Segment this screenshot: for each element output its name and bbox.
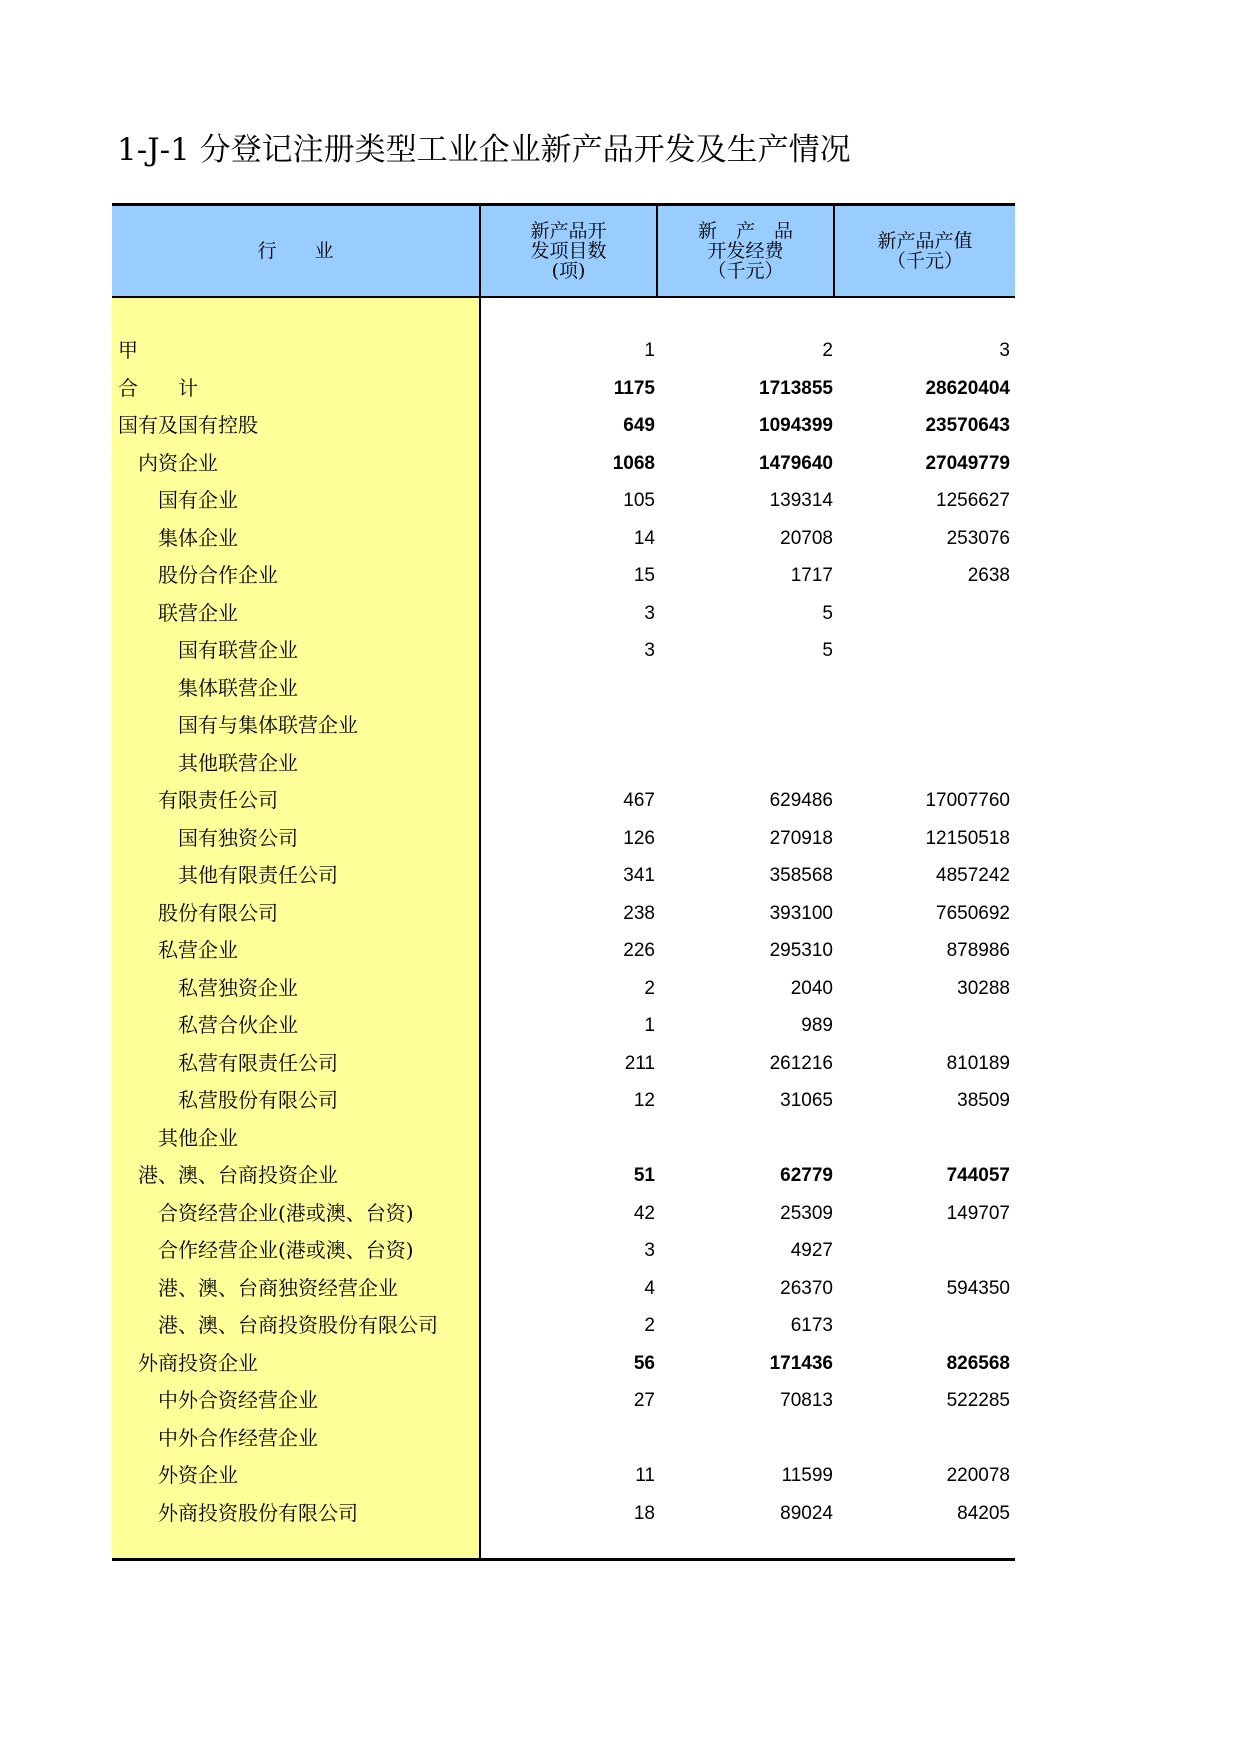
row-value-2: 261216	[769, 1052, 833, 1074]
row-value-3: 594350	[946, 1277, 1010, 1299]
row-value-3: 826568	[946, 1352, 1010, 1374]
row-value-1	[481, 745, 655, 782]
row-value-2	[658, 670, 833, 707]
row-value-3: 810189	[946, 1052, 1010, 1074]
row-value-3: 878986	[946, 940, 1010, 961]
row-label: 合 计	[118, 375, 198, 400]
column-divider-2	[833, 206, 835, 298]
row-value-2	[658, 1420, 833, 1457]
row-value-1: 211	[624, 1052, 655, 1074]
row-value-1	[481, 670, 655, 707]
row-value-1: 2	[644, 1315, 655, 1336]
table-row	[112, 1195, 1015, 1232]
row-value-3	[836, 670, 1010, 707]
table-row	[112, 1157, 1015, 1194]
row-value-1: 3	[644, 640, 655, 661]
table-row	[112, 1457, 1015, 1494]
row-label: 国有与集体联营企业	[178, 713, 358, 737]
row-value-3: 3	[999, 340, 1010, 361]
row-label: 国有及国有控股	[118, 413, 258, 437]
row-value-2: 2040	[790, 977, 833, 999]
row-value-3	[836, 745, 1010, 782]
row-value-2: 25309	[780, 1202, 833, 1224]
row-value-3: 30288	[957, 977, 1010, 999]
row-label: 私营股份有限公司	[178, 1088, 338, 1112]
row-value-2: 989	[801, 1015, 833, 1036]
table-row	[112, 857, 1015, 894]
row-value-1: 105	[623, 490, 655, 511]
row-value-1: 1	[644, 1015, 655, 1036]
header-dev-expense	[658, 206, 833, 296]
table-row	[112, 557, 1015, 594]
row-value-3	[836, 1007, 1010, 1044]
table-row	[112, 1082, 1015, 1119]
row-value-1: 12	[633, 1090, 655, 1111]
row-value-2: 295310	[769, 940, 833, 961]
row-label: 其他有限责任公司	[178, 863, 338, 887]
table-row	[112, 932, 1015, 969]
row-value-3: 220078	[946, 1465, 1010, 1486]
row-value-1: 226	[623, 940, 655, 961]
row-value-2: 11599	[781, 1465, 833, 1486]
row-label: 中外合资经营企业	[158, 1388, 318, 1412]
table-row	[112, 1007, 1015, 1044]
row-value-1: 27	[633, 1390, 655, 1411]
header-output-value	[835, 206, 1015, 296]
row-value-1: 15	[633, 565, 655, 586]
table-row	[112, 670, 1015, 707]
table-row	[112, 407, 1015, 444]
row-label: 国有联营企业	[178, 638, 298, 662]
row-label: 国有企业	[158, 488, 238, 512]
table-row	[112, 1120, 1015, 1157]
row-value-3	[836, 595, 1010, 632]
row-label: 私营独资企业	[178, 975, 298, 1000]
row-label: 其他企业	[158, 1125, 238, 1150]
table-row	[112, 520, 1015, 557]
row-value-2	[658, 1120, 833, 1157]
row-value-2: 358568	[769, 865, 833, 886]
header-dev-expense-label: 新 产 品 开发经费 （千元）	[697, 220, 793, 282]
row-value-3: 1256627	[936, 490, 1010, 511]
table-row	[112, 1382, 1015, 1419]
row-label: 集体联营企业	[178, 675, 298, 700]
row-value-3	[836, 1232, 1010, 1269]
row-value-2: 1094399	[759, 415, 833, 436]
row-label: 港、澳、台商投资企业	[138, 1163, 338, 1187]
row-value-1: 126	[623, 827, 655, 849]
row-value-1: 1068	[612, 452, 655, 474]
row-label: 私营合伙企业	[178, 1013, 298, 1037]
row-value-2: 393100	[769, 902, 833, 924]
table-row	[112, 1307, 1015, 1344]
row-value-3	[836, 1420, 1010, 1457]
row-value-1: 1	[644, 340, 655, 361]
row-value-2: 6173	[790, 1315, 833, 1336]
row-label: 其他联营企业	[178, 750, 298, 775]
row-value-3: 744057	[946, 1165, 1010, 1186]
row-value-1: 467	[623, 790, 655, 811]
row-value-2: 4927	[790, 1240, 833, 1261]
header-output-value-label: 新产品产值 （千元）	[877, 230, 973, 272]
row-value-3: 522285	[946, 1390, 1010, 1411]
row-value-1: 42	[633, 1202, 655, 1224]
table-row	[112, 632, 1015, 669]
row-value-3: 17007760	[925, 790, 1010, 811]
row-value-1: 3	[644, 1240, 655, 1261]
row-label: 外资企业	[158, 1463, 238, 1487]
table-row	[112, 1345, 1015, 1382]
row-value-2: 629486	[769, 790, 833, 811]
header-industry-label: 行 业	[257, 240, 334, 262]
row-value-1: 341	[623, 865, 655, 886]
row-label: 私营有限责任公司	[178, 1050, 338, 1075]
row-label: 港、澳、台商投资股份有限公司	[158, 1313, 438, 1337]
table-row	[112, 332, 1015, 369]
row-value-3: 84205	[957, 1502, 1010, 1524]
table-row	[112, 970, 1015, 1007]
row-label: 合资经营企业(港或澳、台资)	[158, 1200, 414, 1225]
table-row	[112, 1495, 1015, 1532]
row-value-2: 5	[822, 602, 833, 624]
row-label: 集体企业	[158, 525, 238, 550]
table-row	[112, 1270, 1015, 1307]
row-label: 联营企业	[158, 600, 238, 625]
row-value-2: 70813	[780, 1390, 833, 1411]
row-label: 内资企业	[138, 450, 218, 475]
row-label: 私营企业	[158, 938, 238, 962]
row-label: 甲	[118, 338, 138, 362]
row-label: 股份有限公司	[158, 900, 278, 925]
row-value-3: 253076	[946, 527, 1010, 549]
row-value-1	[481, 1420, 655, 1457]
row-value-2: 1479640	[759, 452, 833, 474]
row-label: 合作经营企业(港或澳、台资)	[158, 1238, 414, 1262]
row-value-1: 14	[633, 527, 655, 549]
row-value-2: 20708	[780, 527, 833, 549]
table-row	[112, 820, 1015, 857]
row-value-1: 238	[623, 902, 655, 924]
row-value-2: 31065	[780, 1090, 833, 1111]
row-value-2: 270918	[769, 827, 833, 849]
row-value-1: 2	[644, 977, 655, 999]
row-value-3: 2638	[967, 565, 1010, 586]
table-row	[112, 1232, 1015, 1269]
row-value-1	[481, 707, 655, 744]
table-row	[112, 595, 1015, 632]
row-label: 国有独资公司	[178, 825, 298, 850]
table-bottom-rule	[112, 1558, 1015, 1561]
table-row	[112, 482, 1015, 519]
row-value-1: 18	[633, 1502, 655, 1524]
row-value-3	[836, 632, 1010, 669]
row-value-3: 23570643	[925, 415, 1010, 436]
row-value-3: 27049779	[925, 452, 1010, 474]
row-value-2: 1713855	[759, 377, 833, 399]
row-value-2: 2	[822, 340, 833, 361]
header-project-count-label: 新产品开 发项目数 (项)	[530, 220, 607, 282]
row-label: 港、澳、台商独资经营企业	[158, 1275, 398, 1300]
row-value-3: 28620404	[925, 377, 1010, 399]
table-row	[112, 445, 1015, 482]
row-value-3: 12150518	[925, 827, 1010, 849]
row-value-3: 4857242	[936, 865, 1010, 886]
header-project-count	[481, 206, 656, 296]
row-value-1: 4	[644, 1277, 655, 1299]
row-value-2: 26370	[780, 1277, 833, 1299]
row-value-3	[836, 707, 1010, 744]
row-label: 有限责任公司	[158, 788, 278, 812]
page-title: 1-J-1 分登记注册类型工业企业新产品开发及生产情况	[117, 132, 851, 168]
table-row	[112, 707, 1015, 744]
row-value-3: 7650692	[936, 902, 1010, 924]
row-value-2	[658, 745, 833, 782]
row-value-1: 1175	[613, 377, 655, 399]
table-row	[112, 895, 1015, 932]
row-value-1: 56	[633, 1352, 655, 1374]
header-industry	[112, 206, 479, 296]
row-value-3: 38509	[957, 1090, 1010, 1111]
row-value-3	[836, 1120, 1010, 1157]
table-row	[112, 370, 1015, 407]
row-value-1: 3	[644, 602, 655, 624]
row-label: 外商投资股份有限公司	[158, 1500, 358, 1525]
row-value-1: 51	[633, 1165, 655, 1186]
table-row	[112, 782, 1015, 819]
row-value-1	[481, 1120, 655, 1157]
data-table	[112, 203, 1015, 1559]
row-label: 股份合作企业	[158, 563, 278, 587]
row-value-2: 171436	[769, 1352, 833, 1374]
row-label: 中外合作经营企业	[158, 1425, 318, 1450]
row-value-2: 5	[822, 640, 833, 661]
row-value-2: 89024	[780, 1502, 833, 1524]
table-row	[112, 1045, 1015, 1082]
table-header	[112, 206, 1015, 298]
table-row	[112, 1420, 1015, 1457]
row-label: 外商投资企业	[138, 1350, 258, 1375]
row-value-2: 1717	[790, 565, 833, 586]
row-value-2: 62779	[780, 1165, 833, 1186]
table-row	[112, 745, 1015, 782]
row-value-2: 139314	[769, 490, 833, 511]
row-value-1: 11	[635, 1465, 655, 1486]
row-value-3	[836, 1307, 1010, 1344]
row-value-2	[658, 707, 833, 744]
row-value-3: 149707	[946, 1202, 1010, 1224]
column-divider-1	[656, 206, 658, 298]
row-value-1: 649	[623, 415, 655, 436]
